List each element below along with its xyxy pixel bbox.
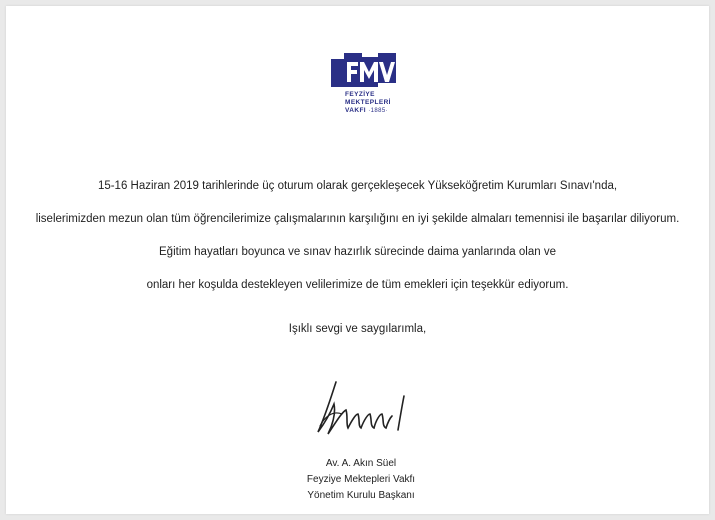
letter-paragraph: onları her koşulda destekleyen velilerimize de tüm emekleri için teşekkür ediyorum. <box>146 279 569 291</box>
logo-line-vakfi: VAKFI ·1885· <box>345 107 389 114</box>
letter-paragraph: 15-16 Haziran 2019 tarihlerinde üç oturum olarak gerçekleşecek Yükseköğretim Kurumları Sınavı'nda, <box>97 180 618 192</box>
logo-line-feyziye: FEYZİYE <box>345 91 375 98</box>
fmv-logo-mark-icon <box>331 53 396 87</box>
handwritten-signature-icon <box>306 374 426 444</box>
letter-closing: Işıklı sevgi ve saygılarımla, <box>288 323 427 335</box>
letter-paragraph: liselerimizden mezun olan tüm öğrencilerimize çalışmalarının karşılığını en iyi şekilde almaları temennisi ile başarılar diliyorum. <box>35 213 680 225</box>
logo-year: 1885 <box>370 108 386 114</box>
letter-sheet <box>6 6 709 514</box>
logo-line-mektepleri: MEKTEPLERİ <box>345 99 391 106</box>
signer-organization: Feyziye Mektepleri Vakfı <box>306 474 416 485</box>
logo-wordmark <box>345 91 391 115</box>
signer-title: Yönetim Kurulu Başkanı <box>307 490 415 501</box>
fmv-logo <box>331 53 401 123</box>
letter-paragraph: Eğitim hayatları boyunca ve sınav hazırlık sürecinde daima yanlarında olan ve <box>159 246 556 258</box>
signer-name: Av. A. Akın Süel <box>325 458 397 469</box>
